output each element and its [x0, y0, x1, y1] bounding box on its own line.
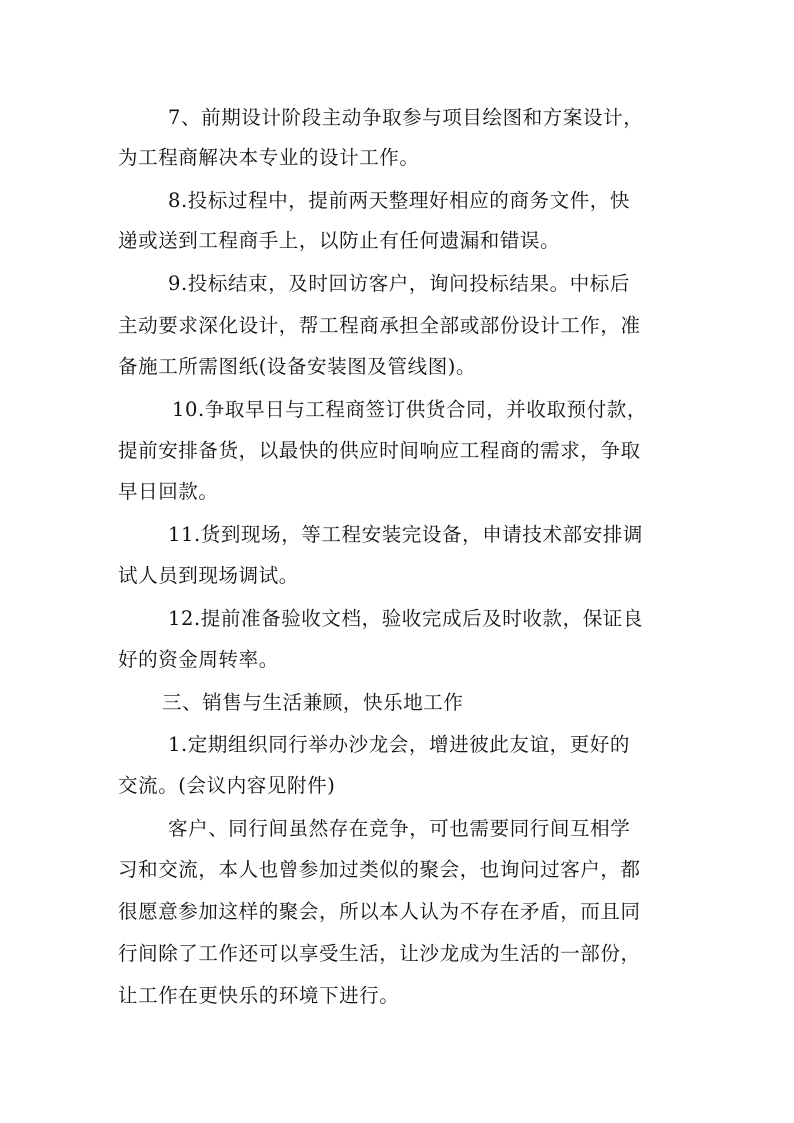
closing-paragraph-line-2: 习和交流，本人也曾参加过类似的聚会，也询问过客户，都: [118, 858, 641, 881]
paragraph-8-line-2: 递或送到工程商手上，以防止有任何遗漏和错误。: [118, 229, 561, 252]
paragraph-7-line-1: 7、前期设计阶段主动争取参与项目绘图和方案设计，: [168, 106, 644, 129]
paragraph-12-line-1: 12.提前准备验收文档，验收完成后及时收款，保证良: [168, 607, 644, 630]
closing-paragraph-line-5: 让工作在更快乐的环境下进行。: [118, 984, 400, 1007]
paragraph-9-line-1: 9.投标结束，及时回访客户，询问投标结果。中标后: [168, 272, 631, 295]
paragraph-1-line-2: 交流。(会议内容见附件): [118, 774, 336, 797]
paragraph-10-line-1: 10.争取早日与工程商签订供货合同，并收取预付款，: [172, 398, 648, 421]
closing-paragraph-line-1: 客户、同行间虽然存在竞争，可也需要同行间互相学: [168, 817, 631, 840]
closing-paragraph-line-4: 行间除了工作还可以享受生活，让沙龙成为生活的一部份，: [118, 942, 641, 965]
paragraph-1-line-1: 1.定期组织同行举办沙龙会，增进彼此友谊，更好的: [168, 733, 631, 756]
paragraph-9-line-3: 备施工所需图纸(设备安装图及管线图)。: [118, 355, 477, 378]
paragraph-10-line-3: 早日回款。: [118, 480, 219, 503]
section-heading-3: 三、销售与生活兼顾，快乐地工作: [162, 691, 464, 714]
paragraph-12-line-2: 好的资金周转率。: [118, 648, 279, 671]
paragraph-9-line-2: 主动要求深化设计，帮工程商承担全部或部份设计工作，准: [118, 314, 641, 337]
closing-paragraph-line-3: 很愿意参加这样的聚会，所以本人认为不存在矛盾，而且同: [118, 900, 641, 923]
paragraph-7-line-2: 为工程商解决本专业的设计工作。: [118, 146, 420, 169]
paragraph-11-line-1: 11.货到现场，等工程安装完设备，申请技术部安排调: [168, 523, 644, 546]
paragraph-11-line-2: 试人员到现场调试。: [118, 564, 299, 587]
paragraph-8-line-1: 8.投标过程中，提前两天整理好相应的商务文件，快: [168, 189, 631, 212]
paragraph-10-line-2: 提前安排备货，以最快的供应时间响应工程商的需求，争取: [118, 439, 641, 462]
